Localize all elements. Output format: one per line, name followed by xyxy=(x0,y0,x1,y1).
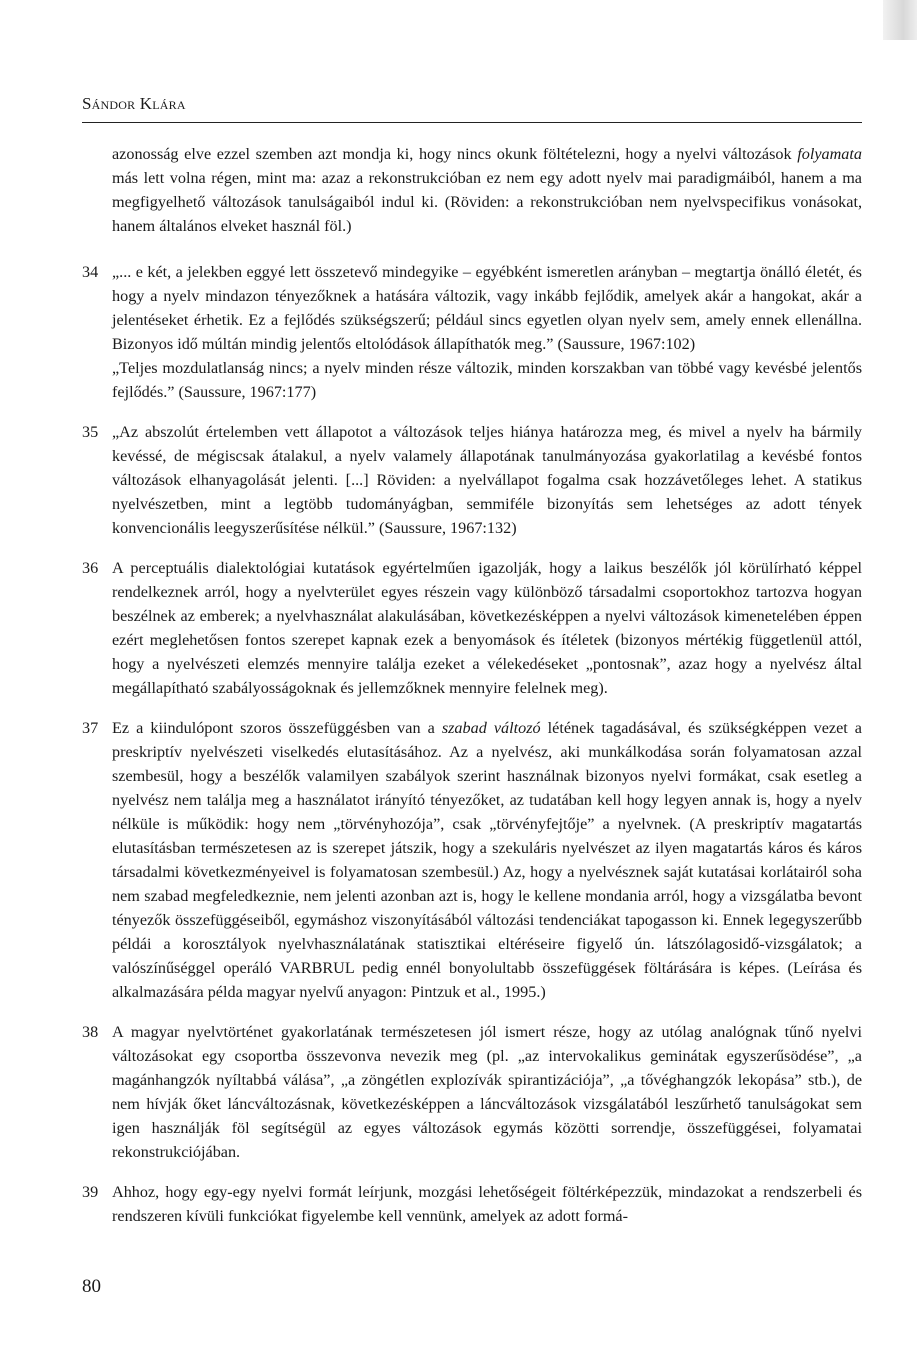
footnote-text: Ez a kiindulópont szoros összefüggésben van a szabad változó létének tagadásával, és szükségképpen vezet a preskriptív nyelvészeti viselkedés elutasításához. Az a nyelvész, aki munkálkodása során folyamatosan azzal szembesül, hogy a beszélők valamilyen szabályok szerint használnak bizonyos nyelvi formákat, csak esetleg a nyelvész nem találja meg a használatot irányító tényezőket, az tudatában kell hogy legyen annak is, hogy a nyelv nélküle is működik: hogy nem „törvényhozója”, csak „törvényfejtője” a nyelvnek. (A preskriptív magatartás elutasításban természetesen az is szerepet játszik, hogy a szekuláris nyelvészet az ilyen magatartás káros és káros társadalmi következményeivel is folyamatosan szembesül.) Az, hogy a nyelvésznek saját kutatásai korlátairól soha nem szabad megfeledkeznie, nem jelenti azonban azt is, hogy le kellene mondania arról, hogy a vizsgálatba bevont tényezők összefüggéseiből, egymáshoz viszonyításából változási tendenciákat tapogasson ki. Ennek legegyszerűbb példái a korosztályok nyelvhasználatának statisztikai eltéréseire figyelő ún. látszólagosidő-vizsgálatok; a valószínűséggel operáló VARBRUL pedig ennél bonyolultabb összefüggések föltárására is képes. (Leírása és alkalmazására példa magyar nyelvű anyagon: Pintzuk et al., 1995.) xyxy=(112,719,862,1001)
footnote-number: 39 xyxy=(82,1183,99,1201)
footnote-38 xyxy=(82,1020,862,1164)
footnote-36 xyxy=(82,556,862,700)
scan-edge-shadow xyxy=(883,0,917,40)
header-rule xyxy=(82,122,862,123)
footnote-text: „Az abszolút értelemben vett állapotot a változások teljes hiánya határozza meg, és mivel a nyelv ha bármily kevéssé, de mégiscsak átalakul, a nyelv valamely állapotának tanulmányozása gyakorlatilag a kevésbé fontos változások elhanyagolását jelenti. [...] Röviden: a nyelvállapot fogalma csak hozzávetőleges lehet. A statikus nyelvészetben, mint a legtöbb tudományágban, semmiféle bizonyítás sem lehetséges az adott tények konvencionális leegyszerűsítése nélkül.” (Saussure, 1967:132) xyxy=(112,423,862,537)
footnote-text: A magyar nyelvtörténet gyakorlatának természetesen jól ismert része, hogy az utólag analógnak tűnő nyelvi változásokat egy csoportba összevonva nevezik meg (pl. „az intervokalikus geminátak egyszerűsödése”, „a magánhangzók nyíltabbá válása”, „a zöngétlen explozívák spirantizációja”, „a tővéghangzók lekopása” stb.), de nem hívják őket láncváltozásnak, következésképpen a láncváltozások vizsgálatából leszűrhető tanulságokat sem igen használják föl segítségül az egyes változások egymás közötti sorrendje, összefüggései, folyamatai rekonstrukciójában. xyxy=(112,1023,862,1161)
page-number: 80 xyxy=(82,1276,101,1297)
footnotes-body xyxy=(82,142,862,1244)
running-head: Sándor Klára xyxy=(82,94,186,113)
footnote-35 xyxy=(82,420,862,540)
italic-term: szabad változó xyxy=(441,719,541,737)
footnote-number: 35 xyxy=(82,423,99,441)
continued-text: azonosság elve ezzel szemben azt mondja ki, hogy nincs okunk föltételezni, hogy a nyelvi változások folyamata más lett volna régen, mint ma: azaz a rekonstrukcióban ez nem egy adott nyelv mai paradigmáiból, hanem a ma megfigyelhető változások tanulságaiból indul ki. (Röviden: a rekonstrukcióban nem nyelvspecifikus vonásokat, hanem általános elveket használ föl.) xyxy=(112,145,862,235)
footnote-text-continued: „Teljes mozdulatlanság nincs; a nyelv minden része változik, minden korszakban van többé vagy kevésbé jelentős fejlődés.” (Saussure, 1967:177) xyxy=(112,359,862,401)
footnote-text: „... e két, a jelekben eggyé lett összetevő mindegyike – egyébként ismeretlen arányban – megtartja önálló életét, és hogy a nyelv mindazon tényezőknek a hatására változik, vagy inkább fejlődik, amelyek akár a hangokat, akár a jelentéseket érhetik. Ez a fejlődés szükségszerű; például sincs egyetlen olyan nyelv sem, amely ennek ellenállna. Bizonyos idő múltán mindig jelentős eltolódások állapíthatók meg.” (Saussure, 1967:102) xyxy=(112,263,862,353)
italic-term: folyamata xyxy=(797,145,862,163)
continued-paragraph xyxy=(82,142,862,238)
footnote-number: 37 xyxy=(82,719,99,737)
footnote-text: Ahhoz, hogy egy-egy nyelvi formát leírjunk, mozgási lehetőségeit föltérképezzük, mindazokat a rendszerbeli és rendszeren kívüli funkciókat figyelembe kell vennünk, amelyek az adott formá- xyxy=(112,1183,862,1225)
footnote-39 xyxy=(82,1180,862,1228)
footnote-34 xyxy=(82,260,862,404)
footnote-text: A perceptuális dialektológiai kutatások egyértelműen igazolják, hogy a laikus beszélők jól körülírható képpel rendelkeznek arról, hogy a nyelvterület egyes részein vagy különböző társadalmi csoportokhoz tartozva hogyan beszélnek az emberek; a nyelvhasználat alakulásában, következésképpen a nyelvi változások kimenetelében éppen ezért meglehetősen fontos szerepet kapnak ezek a benyomások és ítéletek (bizonyos mértékig függetlenül attól, hogy a nyelvészeti elemzés mennyire találja ezeket a vélekedéseket „pontosnak”, azaz hogy a nyelvész által megállapítható szabályosságoknak és jellemzőknek mennyire felelnek meg). xyxy=(112,559,862,697)
footnote-number: 34 xyxy=(82,263,99,281)
footnote-37 xyxy=(82,716,862,1004)
footnote-number: 36 xyxy=(82,559,99,577)
footnote-number: 38 xyxy=(82,1023,99,1041)
